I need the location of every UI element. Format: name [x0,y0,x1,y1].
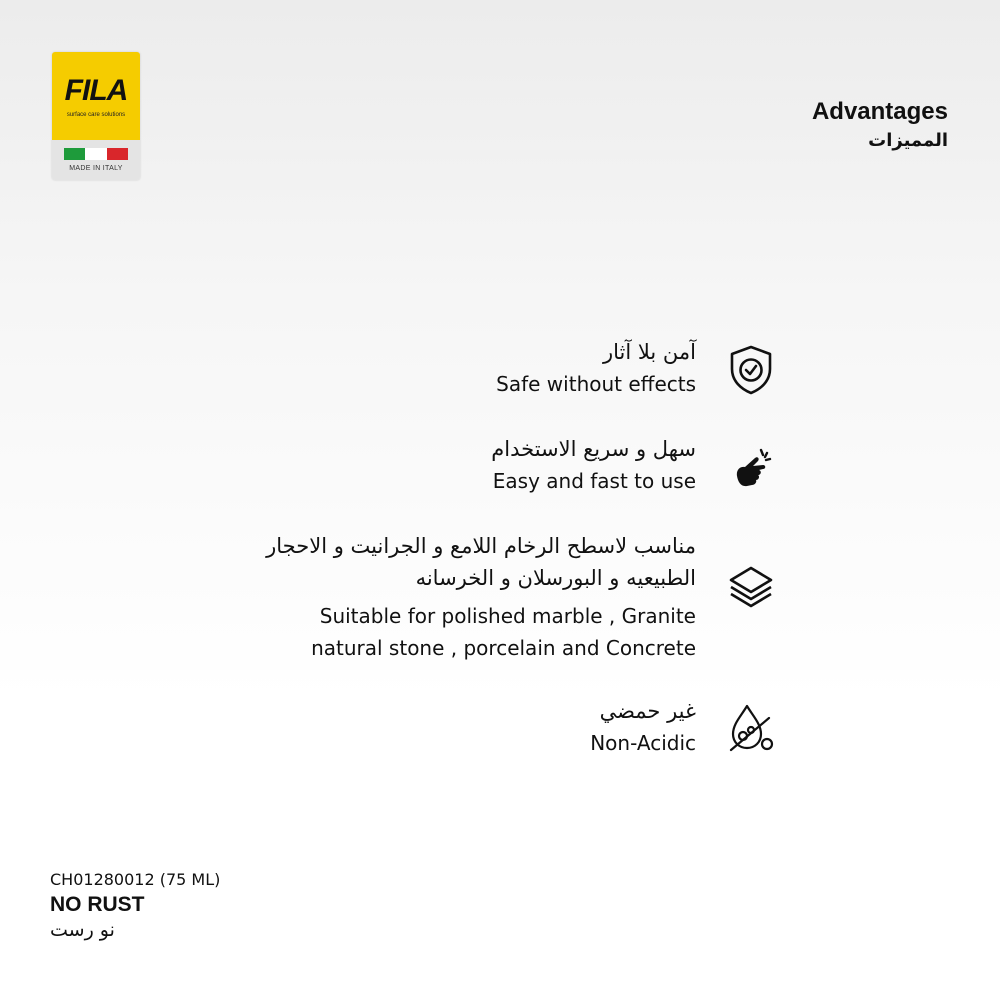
feature-text-en: Safe without effects [496,372,696,396]
logo-origin [52,140,140,180]
feature-text-ar: غير حمضي [599,699,696,723]
feature-text-en: Suitable for polished marble , Granite [319,604,696,628]
header-title-ar: المميزات [868,130,948,151]
feature-surfaces [266,530,696,664]
feature-non-acidic [590,695,696,759]
hand-snap-icon [723,442,779,498]
logo-tagline: surface care solutions [66,112,126,118]
italy-flag-icon [64,148,128,160]
product-name-ar: نو رست [50,919,115,941]
feature-text-en: natural stone , porcelain and Concrete [311,636,696,660]
logo-badge [52,52,140,140]
shield-check-icon [723,342,779,398]
feature-text-en: Easy and fast to use [492,469,696,493]
product-info [50,870,220,941]
feature-text-ar: آمن بلا آثار [602,340,696,364]
feature-text-ar: الطبيعيه و البورسلان و الخرسانه [415,566,696,590]
product-name-en: NO RUST [50,893,145,916]
no-acid-drop-icon [723,700,779,756]
feature-text-ar: سهل و سريع الاستخدام [491,437,696,461]
layers-icon [723,560,779,616]
logo-brand-text: FILA [64,74,128,107]
feature-easy [491,433,696,497]
header-title-en: Advantages [811,98,948,125]
made-in-label: MADE IN ITALY [69,165,123,172]
feature-safe [496,336,696,400]
brand-logo [52,52,140,180]
section-header [812,98,948,151]
product-code: CH01280012 (75 ML) [50,870,221,889]
feature-text-en: Non-Acidic [590,731,696,755]
feature-text-ar: مناسب لاسطح الرخام اللامع و الجرانيت و الاحجار [266,534,696,558]
